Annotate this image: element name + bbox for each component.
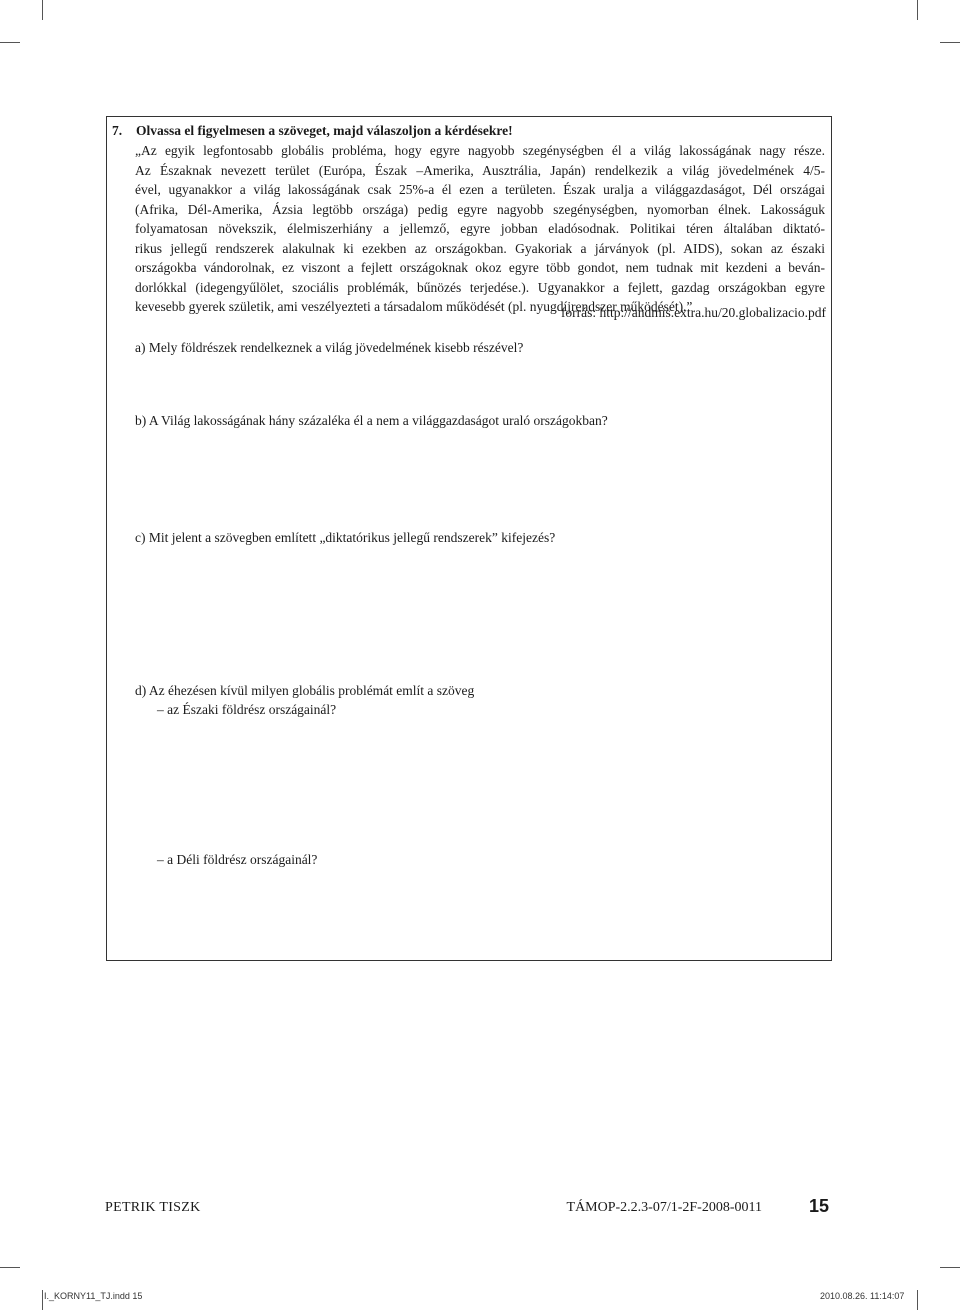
crop-mark [917, 1290, 918, 1310]
question-a: a) Mely földrészek rendelkeznek a világ jövedelmének kisebb részével? [135, 340, 524, 355]
question-d: d) Az éhezésen kívül milyen globális problémát említ a szöveg [135, 683, 475, 698]
question-d-north: – az Északi földrész országainál? [157, 702, 337, 717]
task-heading [112, 121, 513, 141]
passage-line: ével, ugyanakkor a világ lakosságának csak 25%-a él ezen a területen. Észak uralja a világgazdaságot, Dél országai [135, 182, 825, 197]
slug-timestamp: 2010.08.26. 11:14:07 [820, 1291, 905, 1301]
passage-line: „Az egyik legfontosabb globális probléma, hogy egyre nagyobb szegénységben él a világ lakosságának nagy része. [135, 143, 825, 158]
crop-mark [917, 0, 918, 20]
crop-mark [42, 0, 43, 20]
passage-line: folyamatosan növekszik, élelmiszerhiány a jellemző, egyre jobban eladósodnak. Politikai téren általában diktató- [135, 221, 825, 236]
crop-mark [0, 42, 20, 43]
passage-line: Az Északnak nevezett terület (Európa, Észak –Amerika, Ausztrália, Japán) rendelkezik a világ jövedelmének 4/5- [135, 162, 825, 178]
source-citation: forrás: http://andmis.extra.hu/20.globalizacio.pdf [560, 305, 826, 320]
passage-line: rikus jellegű rendszerek alakulnak ki ezekben az országokban. Gyakoriak a járványok (pl. AIDS), sokan az északi [135, 240, 825, 256]
task-number: 7. [112, 123, 123, 138]
crop-mark [42, 1290, 43, 1310]
passage-line: kevesebb gyerek születik, ami veszélyezteti a társadalom működését (pl. nyugdíjrendszer működését).” [135, 299, 693, 314]
task-title: Olvassa el figyelmesen a szöveget, majd válaszoljon a kérdésekre! [136, 123, 513, 138]
page-number: 15 [809, 1196, 830, 1216]
question-c: c) Mit jelent a szövegben említett „diktatórikus jellegű rendszerek” kifejezés? [135, 530, 556, 545]
passage-line: országokba vándorolnak, ez viszont a fejlett országoknak okoz egyre több gondot, nem tudnak mit kezdeni a beván- [135, 260, 825, 275]
question-d-south: – a Déli földrész országainál? [157, 852, 318, 867]
crop-mark [940, 42, 960, 43]
crop-mark [0, 1267, 20, 1268]
passage-line: (Afrika, Dél-Amerika, Ázsia legtöbb országa) pedig egyre nagyobb szegénységben, nyomorban élnek. Lakosságuk [135, 201, 825, 217]
reading-passage [135, 141, 825, 317]
question-b: b) A Világ lakosságának hány százaléka él a nem a világgazdaságot uraló országokban? [135, 413, 608, 428]
footer-publisher: PETRIK TISZK [105, 1200, 201, 1215]
footer-project-code: TÁMOP-2.2.3-07/1-2F-2008-0011 [566, 1200, 762, 1215]
passage-line: dorlókkal (idegengyűlölet, szociális problémák, bűnözés terjedése.). Ugyanakkor a fejlett, gazdag országokban egyre [135, 279, 825, 295]
crop-mark [940, 1267, 960, 1268]
slug-filename: I._KORNY11_TJ.indd 15 [44, 1291, 143, 1301]
